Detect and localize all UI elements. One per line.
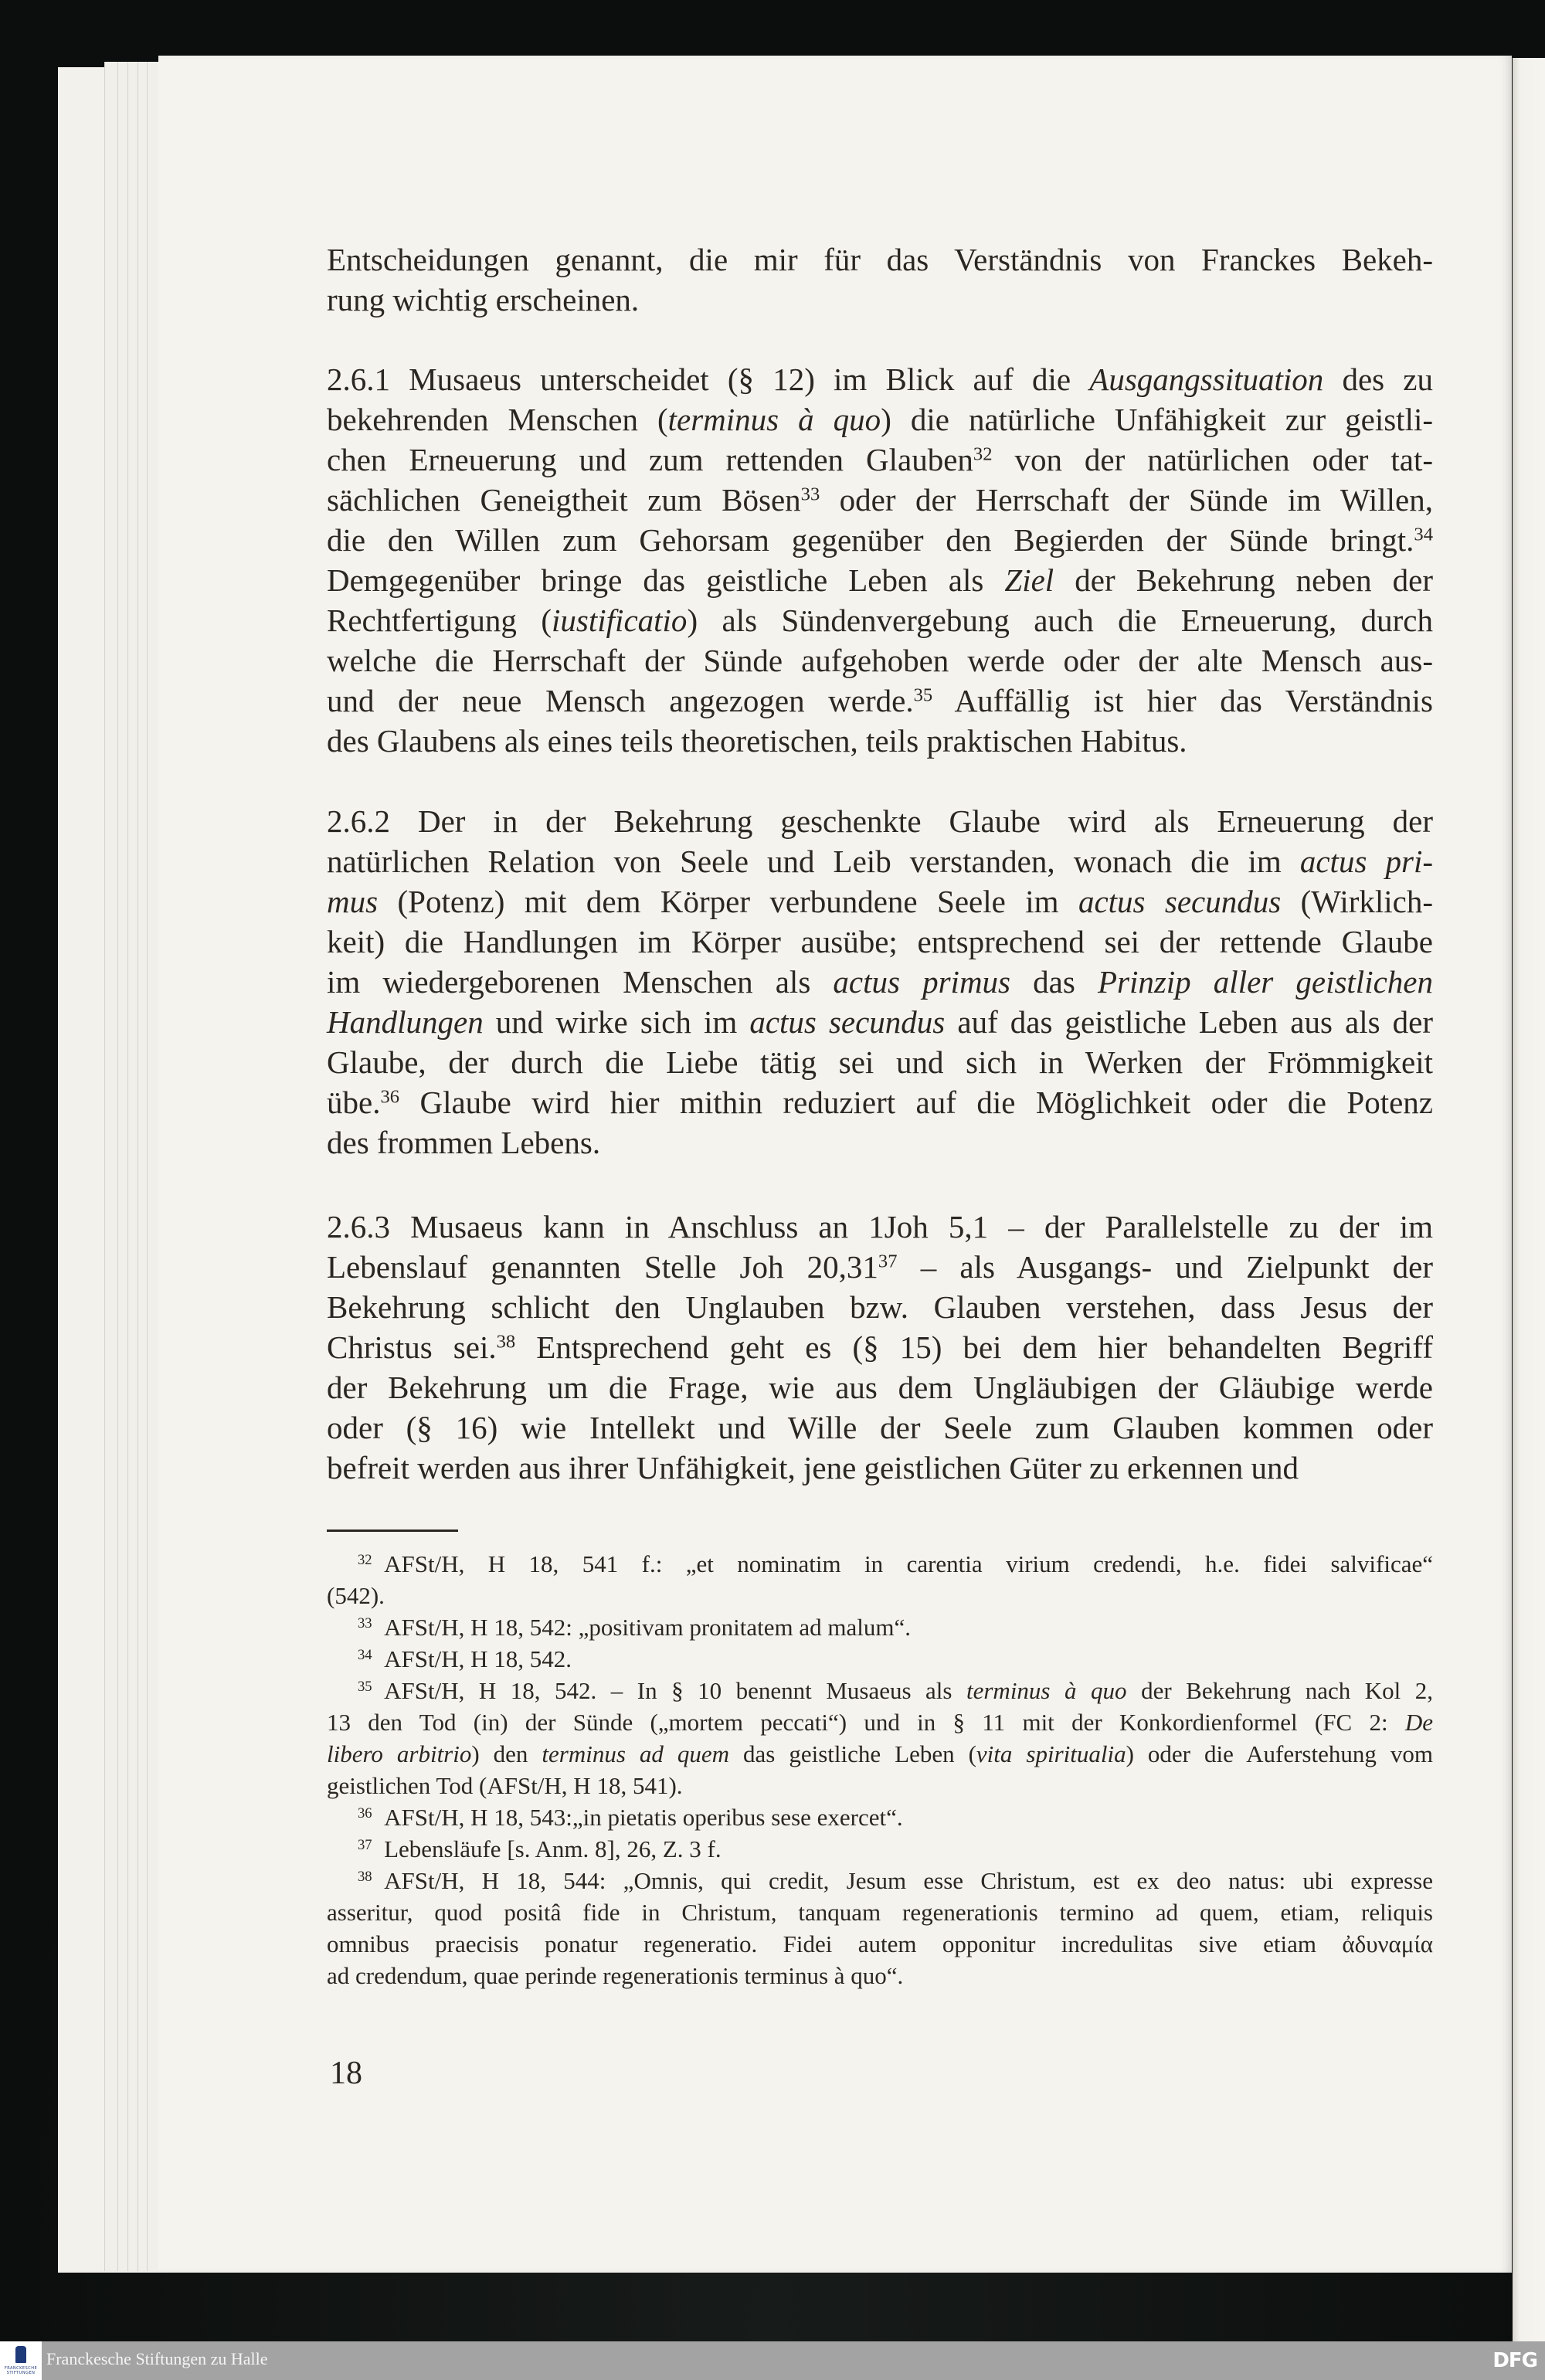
text-line: Handlungen und wirke sich im actus secundus auf das geistliche Leben aus als der (327, 1004, 1434, 1040)
text-line: 2.6.3 Musaeus kann in Anschluss an 1Joh 5,1 – der Parallelstelle zu der im (327, 1209, 1433, 1244)
text-line: 2.6.2 Der in der Bekehrung geschenkte Glaube wird als Erneuerung der (327, 803, 1433, 839)
paragraph-intro (327, 239, 1433, 320)
paragraph-2-6-2 (327, 801, 1433, 1163)
footnote-line: $^{36}$ AFSt/H, H 18, 543:„in pietatis operibus sese exercet“. (358, 1804, 903, 1831)
footnote-line: $^{38}$ AFSt/H, H 18, 544: „Omnis, qui credit, Jesum esse Christum, est ex deo natus: ubi expresse (358, 1867, 1433, 1894)
logo-text: FRANCKESCHE STIFTUNGEN (4, 2366, 38, 2375)
adjacent-page-edge (1513, 58, 1545, 2344)
footnote-line: asseritur, quod positâ fide in Christum, tanquam regenerationis termino ad quem, etiam, reliquis (327, 1899, 1433, 1926)
text-line: Demgegenüber bringe das geistliche Leben als Ziel der Bekehrung neben der (327, 562, 1434, 598)
text-line: übe.$^{36}$ Glaube wird hier mithin reduziert auf die Möglichkeit oder die Potenz (327, 1085, 1433, 1120)
footnote-36 (327, 1801, 1433, 1833)
text-line: natürlichen Relation von Seele und Leib verstanden, wonach die im actus pri- (327, 844, 1433, 879)
footnote-line: omnibus praecisis ponatur regeneratio. Fidei autem opponitur incredulitas sive etiam ἀδυναμία (327, 1930, 1433, 1957)
page-number: 18 (330, 2056, 362, 2091)
page-edge-line (117, 62, 118, 2271)
footnote-number: 38 (358, 1868, 372, 1885)
text-line: keit) die Handlungen im Körper ausübe; entsprechend sei der rettende Glaube (327, 924, 1433, 959)
text-line: sächlichen Geneigtheit zum Bösen$^{33}$ oder der Herrschaft der Sünde im Willen, (327, 482, 1433, 518)
text-line: chen Erneuerung und zum rettenden Glauben$^{32}$ von der natürlichen oder tat- (327, 442, 1433, 477)
text-line: rung wichtig erscheinen. (327, 282, 640, 317)
text-line: oder (§ 16) wie Intellekt und Wille der Seele zum Glauben kommen oder (327, 1410, 1433, 1445)
page-edge-line (104, 62, 105, 2271)
footnote-number: 33 (358, 1614, 372, 1631)
text-line: Entscheidungen genannt, die mir für das Verständnis von Franckes Bekeh- (327, 242, 1433, 277)
dfg-logo-icon[interactable]: DFG (1492, 2349, 1537, 2372)
text-line: Lebenslauf genannten Stelle Joh 20,31$^{37}$ – als Ausgangs- und Zielpunkt der (327, 1249, 1434, 1285)
logo-figure (15, 2346, 26, 2363)
footnote-line: geistlichen Tod (AFSt/H, H 18, 541). (327, 1772, 683, 1799)
text-line: des frommen Lebens. (327, 1125, 601, 1160)
institution-name[interactable]: Franckesche Stiftungen zu Halle (46, 2349, 268, 2368)
footnote-line: $^{37}$ Lebensläufe [s. Anm. 8], 26, Z. 3 f. (358, 1835, 722, 1862)
text-line: mus (Potenz) mit dem Körper verbundene Seele im actus secundus (Wirklich- (327, 884, 1433, 919)
footnote-line: $^{35}$ AFSt/H, H 18, 542. – In § 10 benennt Musaeus als terminus à quo der Bekehrung nach Kol 2, (358, 1677, 1433, 1704)
footnote-line: 13 den Tod (in) der Sünde („mortem peccati“) und in § 11 mit der Konkordienformel (FC 2: De (327, 1709, 1433, 1736)
footnote-line: (542). (327, 1582, 385, 1609)
footnote-number: 34 (358, 1646, 372, 1663)
footnotes (327, 1548, 1433, 1991)
text-line: der Bekehrung um die Frage, wie aus dem Ungläubigen der Gläubige werde (327, 1370, 1433, 1405)
footnote-line: libero arbitrio) den terminus ad quem das geistliche Leben (vita spiritualia) oder die Auferstehung vom (327, 1740, 1433, 1767)
footnote-33 (327, 1611, 1433, 1643)
footnote-32 (327, 1548, 1433, 1611)
text-line: Christus sei.$^{38}$ Entsprechend geht es (§ 15) bei dem hier behandelten Begriff (327, 1329, 1433, 1365)
page-edge-line (127, 62, 128, 2271)
footnote-number: 35 (358, 1678, 372, 1695)
text-line: 2.6.1 Musaeus unterscheidet (§ 12) im Blick auf die Ausgangssituation des zu (327, 362, 1433, 397)
text-line: und der neue Mensch angezogen werde.$^{35}$ Auffällig ist hier das Verständnis (327, 683, 1433, 718)
text-line: Bekehrung schlicht den Unglauben bzw. Glauben verstehen, dass Jesus der (327, 1289, 1433, 1325)
footnote-number: 32 (358, 1551, 372, 1568)
footnote-34 (327, 1643, 1433, 1675)
page-edge-line (147, 62, 148, 2271)
viewer-footer-bar (0, 2341, 1545, 2380)
paragraph-2-6-3 (327, 1207, 1433, 1488)
francke-foundation-logo-icon[interactable] (0, 2341, 42, 2380)
footnote-number: 36 (358, 1805, 372, 1821)
footnote-37 (327, 1833, 1433, 1865)
text-line: die den Willen zum Gehorsam gegenüber den Begierden der Sünde bringt.$^{34}$ (327, 522, 1433, 558)
footnote-line: $^{33}$ AFSt/H, H 18, 542: „positivam pronitatem ad malum“. (358, 1614, 912, 1641)
text-line: Rechtfertigung (iustificatio) als Sündenvergebung auch die Erneuerung, durch (327, 603, 1433, 638)
paragraph-2-6-1 (327, 359, 1433, 761)
text-line: Glaube, der durch die Liebe tätig sei und sich in Werken der Frömmigkeit (327, 1044, 1433, 1080)
text-line: welche die Herrschaft der Sünde aufgehoben werde oder der alte Mensch aus- (327, 643, 1433, 678)
footnote-38 (327, 1865, 1433, 1991)
footnote-number: 37 (358, 1836, 372, 1853)
text-line: bekehrenden Menschen (terminus à quo) die natürliche Unfähigkeit zur geistli- (327, 402, 1433, 437)
book-page (158, 56, 1512, 2273)
text-line: des Glaubens als eines teils theoretischen, teils praktischen Habitus. (327, 723, 1187, 759)
footnote-line: $^{34}$ AFSt/H, H 18, 542. (358, 1645, 572, 1672)
footnote-line: $^{32}$ AFSt/H, H 18, 541 f.: „et nominatim in carentia virium credendi, h.e. fidei salvificae“ (358, 1550, 1433, 1577)
footnote-line: ad credendum, quae perinde regenerationis terminus à quo“. (327, 1962, 904, 1989)
text-line: im wiedergeborenen Menschen als actus primus das Prinzip aller geistlichen (327, 964, 1433, 1000)
footnote-35 (327, 1675, 1433, 1801)
footnote-separator (327, 1530, 458, 1532)
text-line: befreit werden aus ihrer Unfähigkeit, jene geistlichen Güter zu erkennen und (327, 1450, 1299, 1485)
